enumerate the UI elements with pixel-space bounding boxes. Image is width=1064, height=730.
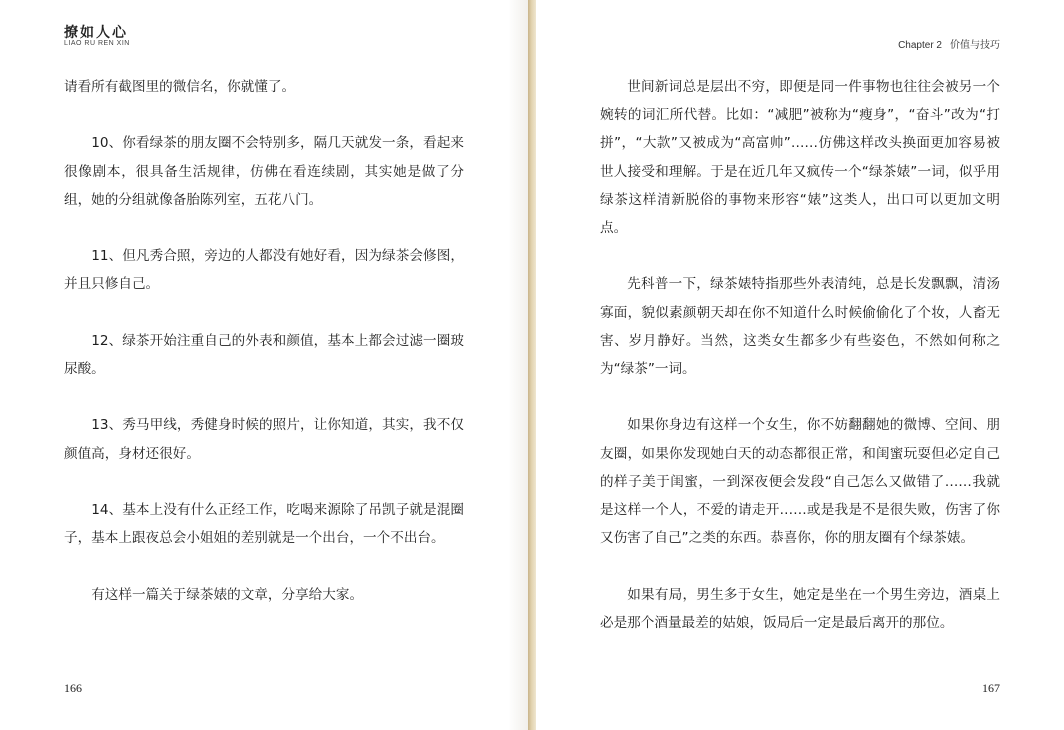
paragraph: 12、绿茶开始注重自己的外表和颜值，基本上都会过滤一圈玻尿酸。	[64, 332, 464, 377]
paragraph: 13、秀马甲线，秀健身时候的照片，让你知道，其实，我不仅颜值高，身材还很好。	[64, 417, 464, 462]
chapter-title: 价值与技巧	[950, 40, 1000, 51]
paragraph: 先科普一下，绿茶婊特指那些外表清纯，总是长发飘飘，清汤寡面，貌似素颜朝天却在你不知道什么时候偷偷化了个妆，人畜无害、岁月静好。当然，这类女生都多少有些姿色，不然如何称之为“绿茶”一词。	[600, 276, 1000, 378]
book-title: 撩如人心	[64, 25, 128, 41]
book-subtitle: LIAO RU REN XIN	[64, 40, 130, 47]
left-page	[0, 0, 528, 730]
left-page-body	[64, 73, 464, 637]
chapter-label: Chapter 2	[898, 40, 942, 51]
gutter-shadow	[508, 0, 528, 730]
paragraph: 请看所有截图里的微信名，你就懂了。	[64, 79, 296, 95]
paragraph: 10、你看绿茶的朋友圈不会特别多，隔几天就发一条，看起来很像剧本，很具备生活规律，仿佛在看连续剧，其实她是做了分组，她的分组就像备胎陈列室，五花八门。	[64, 135, 464, 208]
paragraph: 如果有局，男生多于女生，她定是坐在一个男生旁边，酒桌上必是那个酒量最差的姑娘，饭局后一定是最后离开的那位。	[600, 586, 1000, 631]
page-number-right: 167	[982, 681, 1000, 695]
paragraph: 11、但凡秀合照，旁边的人都没有她好看，因为绿茶会修图，并且只修自己。	[64, 248, 464, 293]
right-page-body	[600, 73, 1000, 665]
page-number-left: 166	[64, 681, 82, 695]
chapter-header	[898, 36, 1000, 51]
paragraph: 有这样一篇关于绿茶婊的文章，分享给大家。	[91, 586, 364, 603]
paragraph: 如果你身边有这样一个女生，你不妨翻翻她的微博、空间、朋友圈，如果你发现她白天的动态都很正常，和闺蜜玩耍但必定自己的样子美于闺蜜，一到深夜便会发段“自己怎么又做错了……我就是这样一个人，不爱的请走开……或是我是不是很失败，伤害了你又伤害了自己”之类的东西。恭喜你，你的朋友圈有个绿茶婊。	[600, 417, 1000, 547]
right-page	[536, 0, 1064, 730]
paragraph: 14、基本上没有什么正经工作，吃喝来源除了吊凯子就是混圈子，基本上跟夜总会小姐姐的差别就是一个出台，一个不出台。	[64, 501, 464, 547]
paragraph: 世间新词总是层出不穷，即便是同一件事物也往往会被另一个婉转的词汇所代替。比如：“减肥”被称为“瘦身”，“奋斗”改为“打拼”，“大款”又被成为“高富帅”……仿佛这样改头换面更加容易被世人接受和理解。于是在近几年又疯传一个“绿茶婊”一词，似乎用绿茶这样清新脱俗的事物来形容“婊”这类人，出口可以更加文明点。	[600, 79, 1000, 237]
book-gutter	[528, 0, 536, 730]
